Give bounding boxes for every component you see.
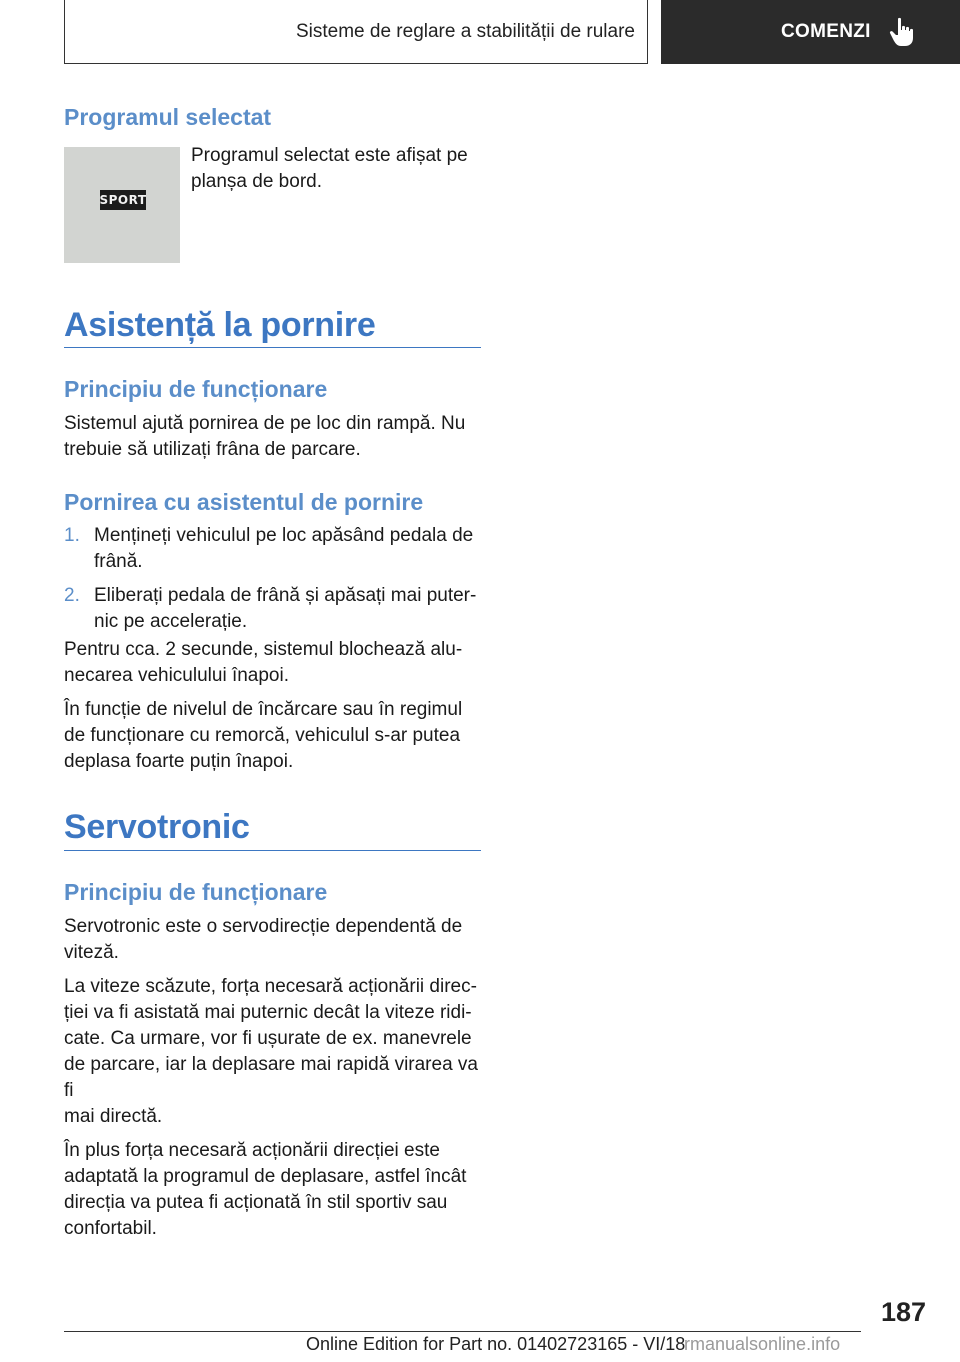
- start-assist-notes: [64, 637, 481, 775]
- step-number: 2.: [64, 585, 80, 606]
- step-text: Mențineți vehiculul pe loc apăsând pedala de: [94, 525, 474, 546]
- sport-badge: SPORT: [100, 190, 146, 210]
- servo-p3-line4: confortabil.: [64, 1218, 157, 1239]
- principle-line1: Sistemul ajută pornirea de pe loc din rampă. Nu: [64, 413, 466, 434]
- section-header: [64, 0, 648, 64]
- principle-line2: trebuie să utilizați frâna de parcare.: [64, 439, 361, 460]
- step-text-cont: frână.: [94, 551, 143, 572]
- note2-line2: de funcționare cu remorcă, vehiculul s-ar putea: [64, 725, 461, 746]
- note1-line1: Pentru cca. 2 secunde, sistemul blochează alu-: [64, 639, 463, 660]
- title-divider: [64, 347, 481, 348]
- howto-heading: Pornirea cu asistentul de pornire: [64, 489, 424, 515]
- servotronic-title: Servotronic: [64, 808, 250, 846]
- selected-program-text: [191, 143, 481, 195]
- principle-heading: Principiu de funcționare: [64, 376, 328, 402]
- list-item: [64, 583, 481, 635]
- servo-p1-line2: viteză.: [64, 942, 119, 963]
- start-assist-title: Asistență la pornire: [64, 306, 376, 344]
- principle-heading: Principiu de funcționare: [64, 879, 328, 905]
- edition-text: Online Edition for Part no. 01402723165 - VI/18: [306, 1334, 686, 1354]
- note2-line3: deplasa foarte puțin înapoi.: [64, 751, 294, 772]
- page-number: 187: [880, 1297, 926, 1327]
- selected-program-section: [64, 104, 481, 131]
- servo-p2-line3: cate. Ca urmare, vor fi ușurate de ex. manevrele: [64, 1028, 472, 1049]
- servo-p3-line2: adaptată la programul de deplasare, astfel încât: [64, 1166, 467, 1187]
- servo-p2-line2: ției va fi asistată mai puternic decât la viteze ridi-: [64, 1002, 472, 1023]
- servo-p3-line1: În plus forța necesară acționării direcției este: [64, 1140, 440, 1161]
- start-assist-section: [64, 306, 481, 345]
- selected-program-heading: Programul selectat: [64, 104, 272, 130]
- step-text-cont: nic pe accelerație.: [94, 611, 248, 632]
- start-assist-principle: [64, 376, 481, 463]
- list-item: [64, 523, 481, 575]
- watermark: rmanualsonline.info: [684, 1334, 841, 1354]
- chapter-tab[interactable]: [661, 0, 960, 64]
- pointing-hand-icon: [889, 17, 915, 47]
- servo-p2-line4: de parcare, iar la deplasare mai rapidă virarea va fi: [64, 1054, 478, 1101]
- chapter-label: COMENZI: [781, 21, 871, 42]
- step-number: 1.: [64, 525, 80, 546]
- steps-list: [64, 523, 481, 635]
- selected-program-line2: planșa de bord.: [191, 171, 322, 192]
- dashboard-display-image: [64, 147, 180, 263]
- footer-divider: [64, 1331, 861, 1332]
- servotronic-principle: [64, 879, 481, 1242]
- servotronic-section: [64, 808, 481, 847]
- servo-p2-line1: La viteze scăzute, forța necesară acționării direc-: [64, 976, 477, 997]
- servo-p2-line5: mai directă.: [64, 1106, 163, 1127]
- servo-p3-line3: direcția va putea fi acționată în stil sportiv sau: [64, 1192, 448, 1213]
- title-divider: [64, 850, 481, 851]
- selected-program-line1: Programul selectat este afișat pe: [191, 145, 468, 166]
- servo-p1-line1: Servotronic este o servodirecție dependentă de: [64, 916, 463, 937]
- section-title: Sisteme de reglare a stabilității de rulare: [295, 20, 635, 42]
- step-text: Eliberați pedala de frână și apăsați mai puter-: [94, 585, 477, 606]
- note2-line1: În funcție de nivelul de încărcare sau în regimul: [64, 699, 463, 720]
- note1-line2: necarea vehiculului înapoi.: [64, 665, 289, 686]
- start-assist-howto: [64, 489, 481, 516]
